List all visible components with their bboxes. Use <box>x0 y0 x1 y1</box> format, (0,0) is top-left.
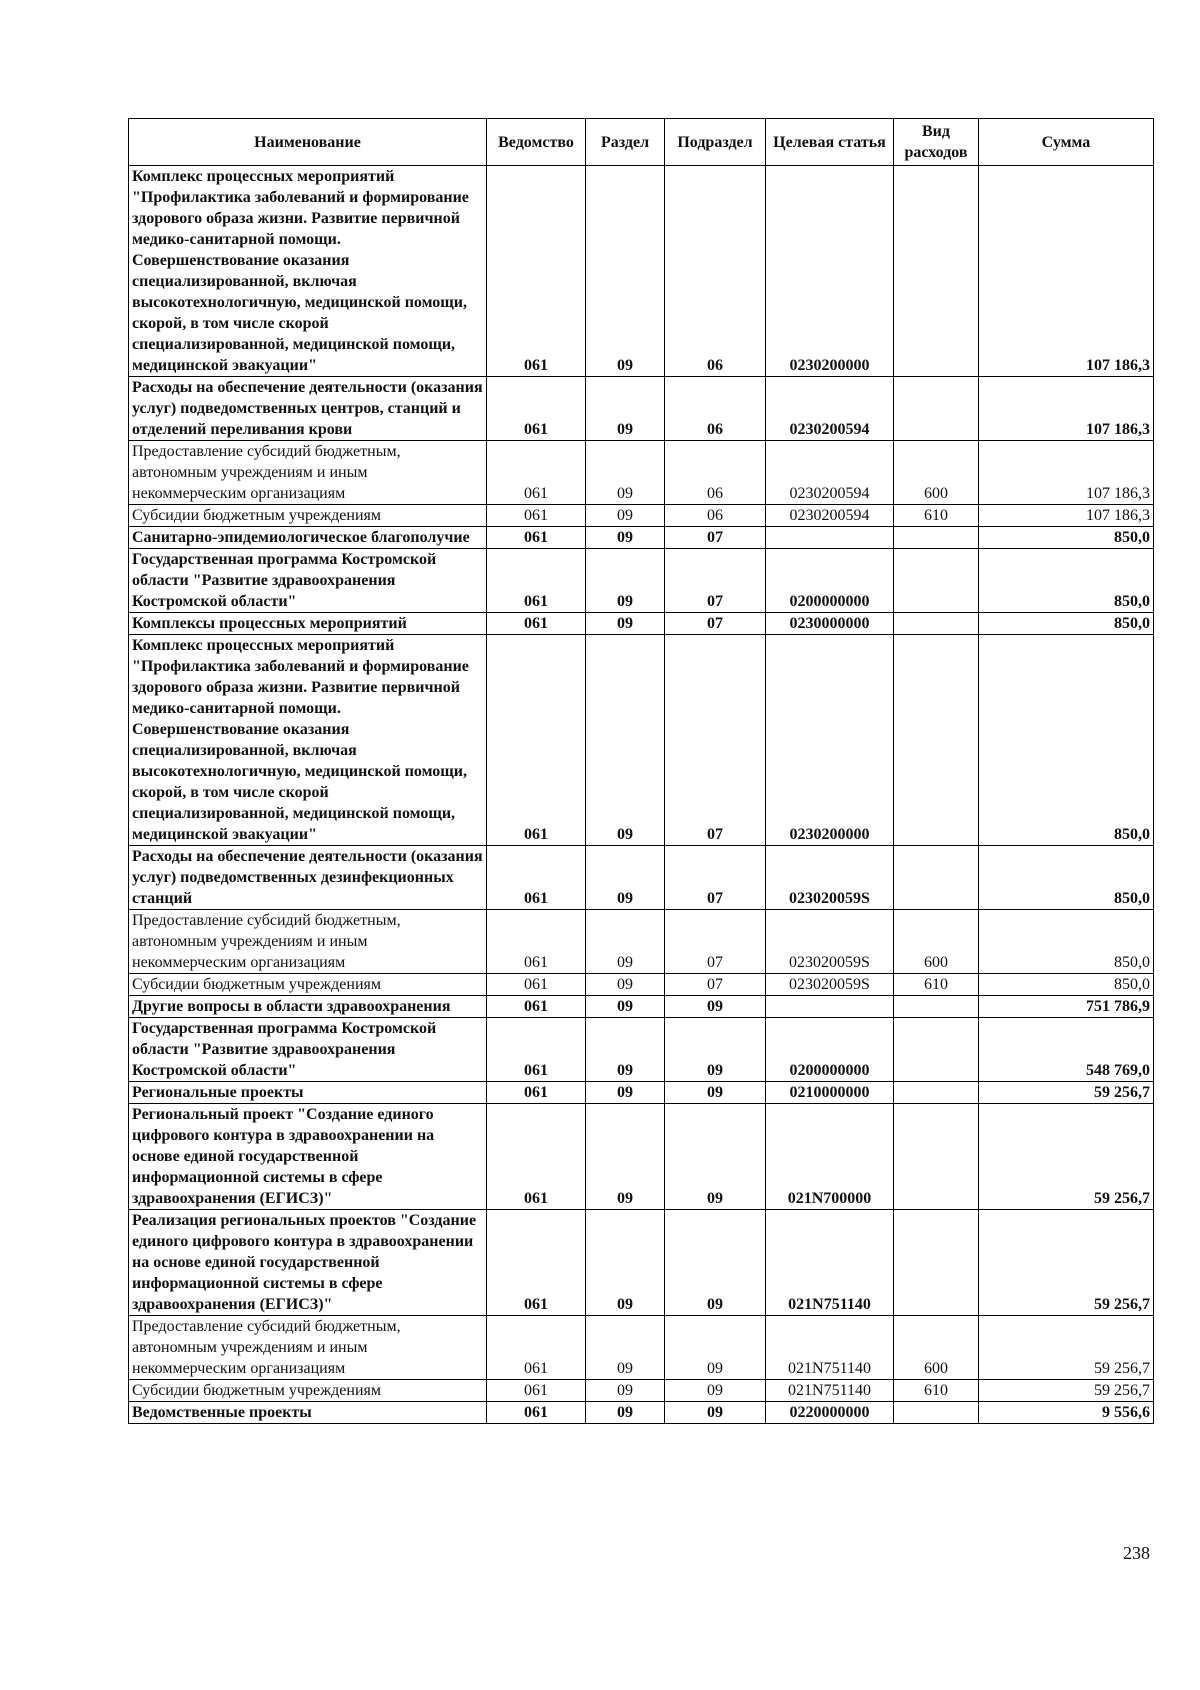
cell-name: Субсидии бюджетным учреждениям <box>129 505 487 527</box>
cell-department: 061 <box>487 635 586 846</box>
cell-subsection: 09 <box>665 996 766 1018</box>
cell-subsection: 06 <box>665 505 766 527</box>
cell-subsection: 09 <box>665 1380 766 1402</box>
cell-amount: 107 186,3 <box>979 441 1154 505</box>
cell-target-article: 023020059S <box>766 846 894 910</box>
table-row <box>129 910 1154 974</box>
cell-amount: 850,0 <box>979 613 1154 635</box>
cell-department: 061 <box>487 549 586 613</box>
cell-name: Комплекс процессных мероприятий "Профилактика заболеваний и формирование здорового образа жизни. Развитие первичной медико-санитарной помощи. Совершенствование оказания специализированной, включая высокотехнологичную, медицинской помощи, скорой, в том числе скорой специализированной, медицинской помощи, медицинской эвакуации" <box>129 166 487 377</box>
cell-target-article: 0230200594 <box>766 441 894 505</box>
cell-section: 09 <box>586 910 665 974</box>
cell-amount: 59 256,7 <box>979 1316 1154 1380</box>
table-row <box>129 1104 1154 1210</box>
cell-name: Субсидии бюджетным учреждениям <box>129 974 487 996</box>
cell-name: Другие вопросы в области здравоохранения <box>129 996 487 1018</box>
cell-section: 09 <box>586 1082 665 1104</box>
cell-subsection: 09 <box>665 1104 766 1210</box>
cell-name: Предоставление субсидий бюджетным, автономным учреждениям и иным некоммерческим организациям <box>129 1316 487 1380</box>
cell-subsection: 09 <box>665 1316 766 1380</box>
cell-name: Ведомственные проекты <box>129 1402 487 1424</box>
table-row <box>129 166 1154 377</box>
cell-amount: 107 186,3 <box>979 505 1154 527</box>
cell-section: 09 <box>586 974 665 996</box>
cell-expense-type: 600 <box>894 441 979 505</box>
table-row <box>129 1082 1154 1104</box>
table-row <box>129 996 1154 1018</box>
cell-section: 09 <box>586 441 665 505</box>
cell-name: Государственная программа Костромской области "Развитие здравоохранения Костромской области" <box>129 549 487 613</box>
cell-target-article: 0230200594 <box>766 505 894 527</box>
cell-amount: 107 186,3 <box>979 377 1154 441</box>
header-expense-type: Вид расходов <box>894 119 979 166</box>
table-row <box>129 1210 1154 1316</box>
cell-subsection: 07 <box>665 910 766 974</box>
cell-target-article: 0200000000 <box>766 1018 894 1082</box>
header-subsection: Подраздел <box>665 119 766 166</box>
cell-section: 09 <box>586 549 665 613</box>
cell-subsection: 09 <box>665 1402 766 1424</box>
cell-target-article: 023020059S <box>766 974 894 996</box>
cell-expense-type <box>894 1104 979 1210</box>
cell-amount: 850,0 <box>979 635 1154 846</box>
cell-section: 09 <box>586 1210 665 1316</box>
cell-department: 061 <box>487 1018 586 1082</box>
table-row <box>129 441 1154 505</box>
cell-expense-type <box>894 613 979 635</box>
cell-subsection: 09 <box>665 1082 766 1104</box>
table-row <box>129 377 1154 441</box>
cell-expense-type <box>894 1210 979 1316</box>
cell-expense-type: 610 <box>894 505 979 527</box>
cell-expense-type <box>894 166 979 377</box>
header-department: Ведомство <box>487 119 586 166</box>
header-name: Наименование <box>129 119 487 166</box>
cell-name: Расходы на обеспечение деятельности (оказания услуг) подведомственных дезинфекционных станций <box>129 846 487 910</box>
cell-department: 061 <box>487 441 586 505</box>
cell-section: 09 <box>586 1316 665 1380</box>
cell-amount: 59 256,7 <box>979 1104 1154 1210</box>
table-header <box>129 119 1154 166</box>
cell-expense-type <box>894 846 979 910</box>
cell-amount: 59 256,7 <box>979 1380 1154 1402</box>
cell-name: Комплексы процессных мероприятий <box>129 613 487 635</box>
cell-department: 061 <box>487 166 586 377</box>
cell-department: 061 <box>487 996 586 1018</box>
cell-section: 09 <box>586 1104 665 1210</box>
cell-subsection: 09 <box>665 1018 766 1082</box>
cell-section: 09 <box>586 846 665 910</box>
cell-target-article <box>766 527 894 549</box>
cell-department: 061 <box>487 1316 586 1380</box>
cell-department: 061 <box>487 527 586 549</box>
table-row <box>129 1018 1154 1082</box>
cell-section: 09 <box>586 505 665 527</box>
cell-department: 061 <box>487 1104 586 1210</box>
header-section: Раздел <box>586 119 665 166</box>
page-number: 238 <box>1123 1543 1150 1563</box>
cell-amount: 850,0 <box>979 910 1154 974</box>
cell-subsection: 07 <box>665 613 766 635</box>
cell-expense-type <box>894 527 979 549</box>
cell-subsection: 07 <box>665 635 766 846</box>
cell-section: 09 <box>586 1018 665 1082</box>
cell-name: Предоставление субсидий бюджетным, автономным учреждениям и иным некоммерческим организациям <box>129 910 487 974</box>
cell-section: 09 <box>586 1380 665 1402</box>
cell-subsection: 09 <box>665 1210 766 1316</box>
cell-section: 09 <box>586 613 665 635</box>
cell-department: 061 <box>487 846 586 910</box>
cell-name: Санитарно-эпидемиологическое благополучие <box>129 527 487 549</box>
cell-target-article: 021N751140 <box>766 1210 894 1316</box>
header-row <box>129 119 1154 166</box>
cell-subsection: 07 <box>665 846 766 910</box>
cell-section: 09 <box>586 1402 665 1424</box>
cell-name: Региональные проекты <box>129 1082 487 1104</box>
cell-target-article: 0230000000 <box>766 613 894 635</box>
cell-department: 061 <box>487 1402 586 1424</box>
cell-expense-type: 610 <box>894 1380 979 1402</box>
cell-target-article: 021N751140 <box>766 1316 894 1380</box>
cell-department: 061 <box>487 377 586 441</box>
cell-target-article: 021N751140 <box>766 1380 894 1402</box>
cell-expense-type <box>894 1402 979 1424</box>
cell-target-article: 0230200000 <box>766 166 894 377</box>
table-row <box>129 974 1154 996</box>
cell-target-article: 0230200000 <box>766 635 894 846</box>
cell-target-article <box>766 996 894 1018</box>
cell-subsection: 07 <box>665 549 766 613</box>
cell-target-article: 0200000000 <box>766 549 894 613</box>
cell-expense-type <box>894 377 979 441</box>
cell-subsection: 07 <box>665 527 766 549</box>
header-target-article: Целевая статья <box>766 119 894 166</box>
table-row <box>129 527 1154 549</box>
cell-amount: 850,0 <box>979 974 1154 996</box>
cell-amount: 850,0 <box>979 846 1154 910</box>
cell-subsection: 07 <box>665 974 766 996</box>
cell-target-article: 023020059S <box>766 910 894 974</box>
cell-amount: 107 186,3 <box>979 166 1154 377</box>
cell-department: 061 <box>487 1082 586 1104</box>
cell-subsection: 06 <box>665 166 766 377</box>
cell-name: Предоставление субсидий бюджетным, автономным учреждениям и иным некоммерческим организациям <box>129 441 487 505</box>
cell-name: Реализация региональных проектов "Создание единого цифрового контура в здравоохранении на основе единой государственной информационной системы в сфере здравоохранения (ЕГИСЗ)" <box>129 1210 487 1316</box>
cell-expense-type <box>894 996 979 1018</box>
cell-amount: 9 556,6 <box>979 1402 1154 1424</box>
cell-name: Расходы на обеспечение деятельности (оказания услуг) подведомственных центров, станций и отделений переливания крови <box>129 377 487 441</box>
table-row <box>129 1380 1154 1402</box>
cell-section: 09 <box>586 527 665 549</box>
cell-expense-type <box>894 1018 979 1082</box>
cell-name: Комплекс процессных мероприятий "Профилактика заболеваний и формирование здорового образа жизни. Развитие первичной медико-санитарной помощи. Совершенствование оказания специализированной, включая высокотехнологичную, медицинской помощи, скорой, в том числе скорой специализированной, медицинской помощи, медицинской эвакуации" <box>129 635 487 846</box>
cell-department: 061 <box>487 974 586 996</box>
cell-expense-type <box>894 635 979 846</box>
table-row <box>129 635 1154 846</box>
table-row <box>129 613 1154 635</box>
cell-amount: 850,0 <box>979 549 1154 613</box>
cell-section: 09 <box>586 996 665 1018</box>
cell-amount: 59 256,7 <box>979 1082 1154 1104</box>
cell-department: 061 <box>487 910 586 974</box>
cell-expense-type: 600 <box>894 910 979 974</box>
cell-amount: 850,0 <box>979 527 1154 549</box>
table-row <box>129 1402 1154 1424</box>
cell-amount: 548 769,0 <box>979 1018 1154 1082</box>
cell-target-article: 0210000000 <box>766 1082 894 1104</box>
cell-department: 061 <box>487 613 586 635</box>
table-row <box>129 549 1154 613</box>
cell-target-article: 0230200594 <box>766 377 894 441</box>
cell-department: 061 <box>487 505 586 527</box>
cell-section: 09 <box>586 377 665 441</box>
table-body <box>129 166 1154 1424</box>
cell-subsection: 06 <box>665 441 766 505</box>
cell-name: Региональный проект "Создание единого цифрового контура в здравоохранении на основе единой государственной информационной системы в сфере здравоохранения (ЕГИСЗ)" <box>129 1104 487 1210</box>
cell-name: Государственная программа Костромской области "Развитие здравоохранения Костромской области" <box>129 1018 487 1082</box>
cell-expense-type <box>894 549 979 613</box>
cell-amount: 751 786,9 <box>979 996 1154 1018</box>
table-row <box>129 846 1154 910</box>
cell-section: 09 <box>586 635 665 846</box>
cell-expense-type: 610 <box>894 974 979 996</box>
cell-department: 061 <box>487 1380 586 1402</box>
cell-expense-type: 600 <box>894 1316 979 1380</box>
cell-expense-type <box>894 1082 979 1104</box>
cell-target-article: 0220000000 <box>766 1402 894 1424</box>
cell-subsection: 06 <box>665 377 766 441</box>
cell-name: Субсидии бюджетным учреждениям <box>129 1380 487 1402</box>
cell-section: 09 <box>586 166 665 377</box>
cell-department: 061 <box>487 1210 586 1316</box>
cell-target-article: 021N700000 <box>766 1104 894 1210</box>
cell-amount: 59 256,7 <box>979 1210 1154 1316</box>
table-row <box>129 505 1154 527</box>
header-amount: Сумма <box>979 119 1154 166</box>
budget-table <box>128 118 1154 1424</box>
table-row <box>129 1316 1154 1380</box>
